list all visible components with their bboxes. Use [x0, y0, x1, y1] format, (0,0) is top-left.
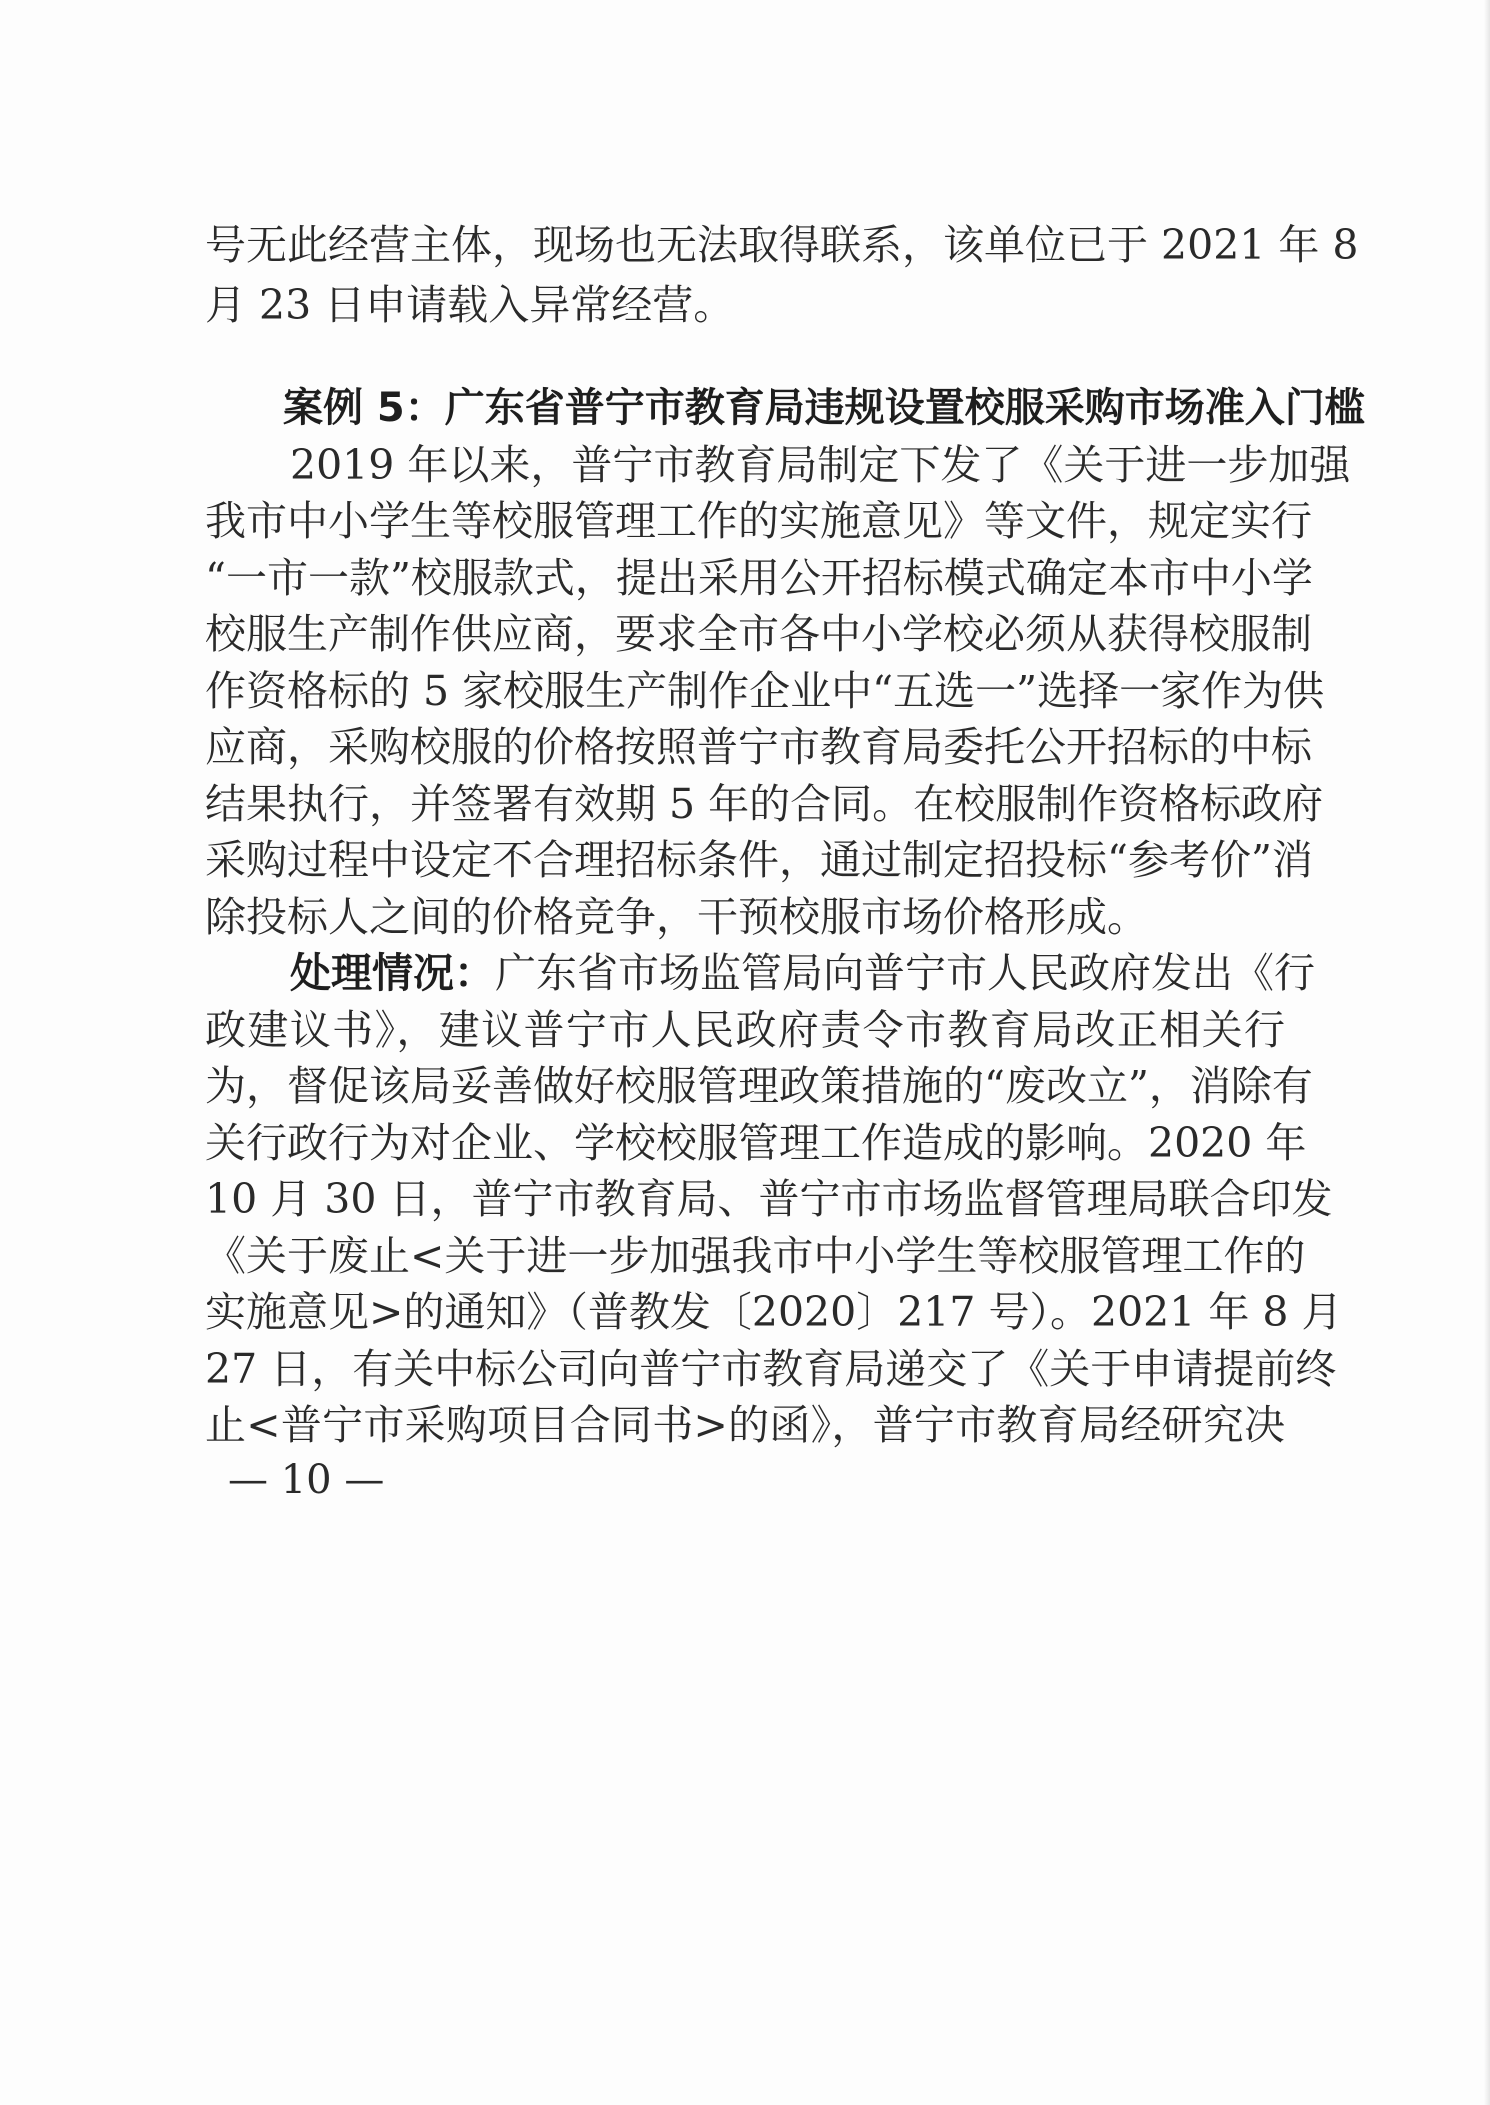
case-paragraph-line: 2019 年以来，普宁市教育局制定下发了《关于进一步加强	[290, 441, 1351, 489]
handling-paragraph-line: 为，督促该局妥善做好校服管理政策措施的“废改立”，消除有	[205, 1062, 1313, 1110]
intro-line-1: 号无此经营主体，现场也无法取得联系，该单位已于 2021 年 8	[205, 221, 1359, 269]
case-paragraph-line: 校服生产制作供应商，要求全市各中小学校必须从获得校服制	[205, 610, 1312, 658]
case-paragraph-line: 采购过程中设定不合理招标条件，通过制定招投标“参考价”消	[205, 836, 1313, 884]
case-paragraph-line: 除投标人之间的价格竞争，干预校服市场价格形成。	[205, 893, 1148, 941]
case-paragraph-line: 应商，采购校服的价格按照普宁市教育局委托公开招标的中标	[205, 723, 1312, 771]
handling-paragraph-line: 政建议书》，建议普宁市人民政府责令市教育局改正相关行	[205, 1006, 1285, 1054]
handling-paragraph-line: 止<普宁市采购项目合同书>的函》，普宁市教育局经研究决	[205, 1401, 1285, 1449]
page-number: — 10 —	[228, 1457, 385, 1503]
case-paragraph-line: 作资格标的 5 家校服生产制作企业中“五选一”选择一家作为供	[205, 667, 1325, 715]
handling-paragraph-line: 《关于废止<关于进一步加强我市中小学生等校服管理工作的	[205, 1232, 1306, 1280]
handling-paragraph-line: 关行政行为对企业、学校校服管理工作造成的影响。2020 年	[205, 1119, 1307, 1167]
handling-first-text: 广东省市场监管局向普宁市人民政府发出《行	[495, 949, 1315, 997]
scan-edge-shadow	[1484, 0, 1490, 2105]
intro-line-2: 月 23 日申请载入异常经营。	[205, 281, 735, 329]
handling-paragraph-line: 10 月 30 日，普宁市教育局、普宁市市场监督管理局联合印发	[205, 1175, 1333, 1223]
handling-label: 处理情况：	[290, 949, 495, 997]
handling-first-line	[290, 948, 1315, 998]
case-paragraph-line: 我市中小学生等校服管理工作的实施意见》等文件，规定实行	[205, 497, 1312, 545]
handling-paragraph-line: 实施意见>的通知》（普教发〔2020〕217 号）。2021 年 8 月	[205, 1288, 1343, 1336]
case-heading: 案例 5：广东省普宁市教育局违规设置校服采购市场准入门槛	[283, 385, 1365, 431]
case-paragraph-line: 结果执行，并签署有效期 5 年的合同。在校服制作资格标政府	[205, 780, 1324, 828]
case-paragraph-line: “一市一款”校服款式，提出采用公开招标模式确定本市中小学	[205, 554, 1313, 602]
handling-paragraph-line: 27 日，有关中标公司向普宁市教育局递交了《关于申请提前终	[205, 1345, 1337, 1393]
